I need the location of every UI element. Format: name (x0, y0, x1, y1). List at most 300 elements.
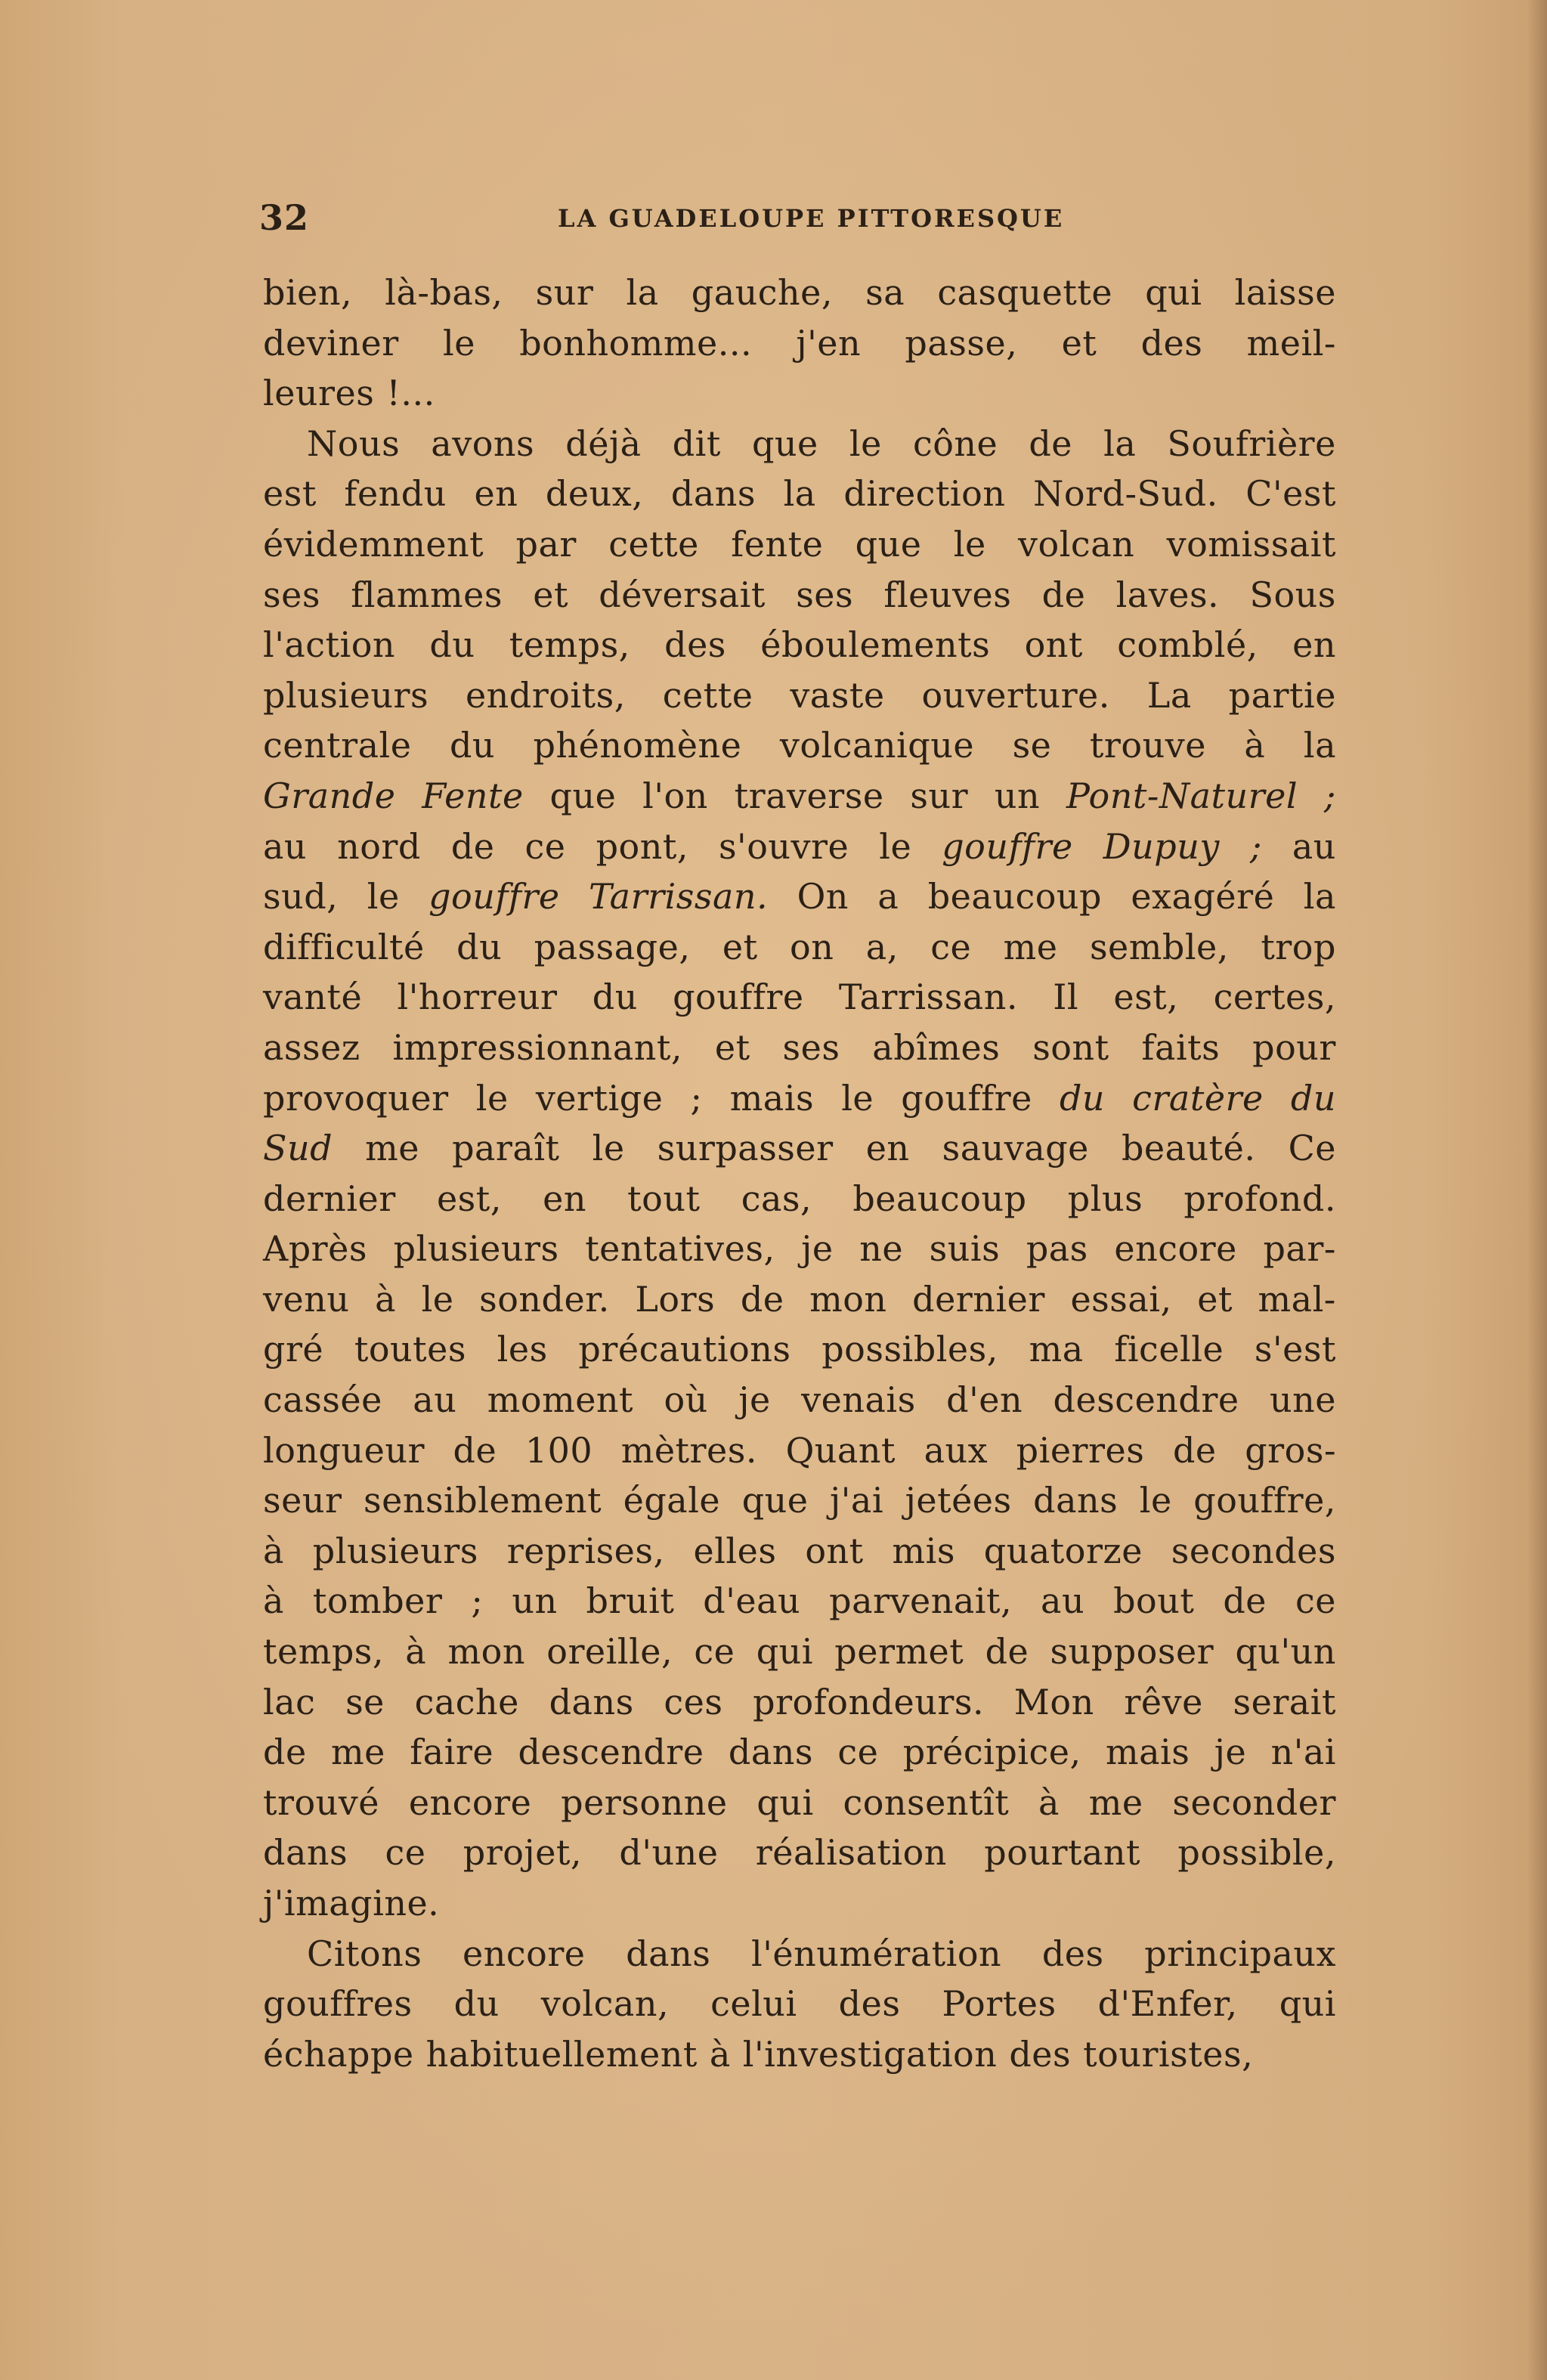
text-line (263, 1979, 1336, 2029)
word: cratère (1132, 1077, 1264, 1119)
word: vaste (790, 674, 885, 716)
word: pourtant (984, 1832, 1141, 1874)
word: précautions (578, 1329, 791, 1370)
word: est (263, 473, 317, 515)
word: se (1012, 725, 1052, 766)
word: réalisation (755, 1832, 947, 1874)
word: essai, (1070, 1278, 1172, 1320)
word: trouvé (263, 1781, 380, 1823)
word: Après (263, 1228, 367, 1270)
word: le (475, 1077, 509, 1119)
word: que (549, 775, 617, 816)
word: d'une (619, 1832, 719, 1874)
text-line (263, 1677, 1336, 1728)
word: suis (929, 1228, 1001, 1270)
word: provoquer (263, 1077, 449, 1119)
text-line (263, 469, 1336, 519)
word: reprises, (506, 1530, 665, 1571)
word: le (592, 1128, 625, 1169)
word: et (1197, 1278, 1233, 1320)
word: moment (487, 1379, 634, 1421)
word: où (664, 1379, 708, 1421)
word: avons (431, 422, 535, 464)
body-text (263, 268, 1336, 2079)
word: de (453, 1429, 497, 1471)
text-line (263, 1324, 1336, 1375)
word: touristes, (1083, 2033, 1254, 2075)
word: passe, (905, 322, 1018, 364)
word: de (450, 825, 495, 867)
text-line (263, 1123, 1336, 1174)
word: ouverture. (921, 674, 1110, 716)
text-line (263, 1878, 1336, 1929)
word: dans (728, 1732, 813, 1773)
word: plusieurs (312, 1530, 478, 1571)
word: dans (549, 1681, 634, 1722)
word: l'horreur (397, 976, 558, 1018)
word: ses (796, 574, 854, 615)
word: trouve (1089, 725, 1206, 766)
word: de (1172, 1429, 1217, 1471)
word: d'en (946, 1379, 1023, 1421)
word: consentît (843, 1781, 1010, 1823)
word: volcan (1018, 523, 1135, 565)
page-edge-shadow (1527, 0, 1547, 2380)
word: On (797, 876, 849, 918)
word: des (1009, 2033, 1072, 2075)
word: mètres. (620, 1429, 757, 1471)
word: là-bas, (385, 272, 503, 313)
word: l'investigation (742, 2033, 998, 2075)
word: le (953, 523, 986, 565)
word: mon (447, 1631, 525, 1673)
word: qu'un (1235, 1631, 1336, 1673)
word: rêve (1124, 1681, 1203, 1722)
word: sonder. (479, 1278, 610, 1320)
word: d'eau (703, 1580, 801, 1622)
word: parvenait, (829, 1580, 1013, 1622)
word: encore (463, 1933, 586, 1974)
word: gouffre (901, 1077, 1032, 1119)
word: permet (834, 1631, 964, 1673)
word: des (664, 624, 726, 666)
word: le (879, 825, 912, 867)
word: Lors (635, 1278, 716, 1320)
word: Tarrissan. (589, 876, 769, 918)
word: dans (626, 1933, 711, 1974)
word: de (1041, 574, 1086, 615)
word: à (709, 2033, 731, 2075)
word: éboulements (760, 624, 991, 666)
word: par- (1263, 1228, 1336, 1270)
text-line (263, 1274, 1336, 1325)
word: principaux (1144, 1933, 1336, 1974)
word: échappe (263, 2033, 414, 2075)
word: temps, (509, 624, 630, 666)
word: évidemment (263, 523, 484, 565)
word: vertige (535, 1077, 664, 1119)
word: pas (1026, 1228, 1088, 1270)
word: lac (263, 1681, 316, 1722)
word: déjà (565, 422, 642, 464)
text-line (263, 1727, 1336, 1778)
word: ce (385, 1832, 426, 1874)
word: nord (337, 825, 421, 867)
word: qui (756, 1631, 813, 1673)
word: que (855, 523, 922, 565)
word: pour (1252, 1026, 1336, 1068)
word: possibles, (821, 1329, 998, 1370)
word: pierres (1016, 1429, 1145, 1471)
word: du (592, 976, 638, 1018)
word: encore (408, 1781, 532, 1823)
text-line (263, 1425, 1336, 1476)
word: du (456, 926, 503, 967)
word: jetées (905, 1480, 1012, 1521)
word: un (512, 1580, 558, 1622)
word: du (449, 725, 496, 766)
word: tout (627, 1178, 701, 1219)
word: le (442, 322, 475, 364)
word: par (515, 523, 577, 565)
word: profond. (1183, 1178, 1336, 1219)
word: toutes (354, 1329, 466, 1370)
word: qui (1145, 272, 1202, 313)
word: dit (672, 422, 721, 464)
word: faits (1141, 1026, 1221, 1068)
word: sensiblement (363, 1480, 602, 1521)
word: ce (524, 825, 566, 867)
word: Tarrissan. (838, 976, 1018, 1018)
word: mal- (1258, 1278, 1336, 1320)
word: de (263, 1732, 307, 1773)
word: ce (694, 1631, 735, 1673)
word: l'on (642, 775, 708, 816)
word: du (1290, 1077, 1336, 1119)
word: gouffres (263, 1983, 413, 2025)
word: Il (1053, 976, 1079, 1018)
word: beauté. (1121, 1128, 1256, 1169)
word: fendu (344, 473, 447, 515)
word: à (263, 1580, 284, 1622)
word: supposer (1050, 1631, 1214, 1673)
word: endroits, (465, 674, 626, 716)
word: abîmes (872, 1026, 1001, 1068)
word: sud, (263, 876, 339, 918)
word: me (1088, 1781, 1143, 1823)
word: comblé, (1117, 624, 1258, 666)
word: cassée (263, 1379, 382, 1421)
word: tomber (312, 1580, 443, 1622)
word: a, (865, 926, 899, 967)
word: je (738, 1379, 771, 1421)
word: bruit (586, 1580, 675, 1622)
word: gouffre (673, 976, 804, 1018)
text-line (263, 1576, 1336, 1626)
word: j'en (796, 322, 862, 364)
word: le (841, 1077, 874, 1119)
text-line (263, 519, 1336, 570)
word: meil- (1246, 322, 1336, 364)
word: ne (859, 1228, 904, 1270)
word: partie (1228, 674, 1336, 716)
word: est, (436, 1178, 502, 1219)
word: ; (690, 1077, 703, 1119)
word: assez (263, 1026, 360, 1068)
word: en (1292, 624, 1336, 666)
word: dans (1033, 1480, 1118, 1521)
word: à (1244, 725, 1266, 766)
word: serait (1233, 1681, 1336, 1722)
word: vomissait (1166, 523, 1336, 565)
text-line (263, 1023, 1336, 1073)
word: temps, (263, 1631, 385, 1673)
word: ce (1295, 1580, 1336, 1622)
word: le (421, 1278, 454, 1320)
word: de (1029, 422, 1073, 464)
word: gouffre, (1193, 1480, 1336, 1521)
word: que (751, 422, 818, 464)
word: aux (924, 1429, 989, 1471)
word: elles (693, 1530, 777, 1571)
word: l'énumération (751, 1933, 1002, 1974)
word: on (790, 926, 834, 967)
word: surpasser (657, 1128, 834, 1169)
word: oreille, (546, 1631, 673, 1673)
text-line (263, 268, 1336, 318)
text-line (263, 419, 1336, 469)
word: à (1038, 1781, 1060, 1823)
word: personne (561, 1781, 728, 1823)
word: me (365, 1128, 419, 1169)
word: que (741, 1480, 809, 1521)
word: qui (756, 1781, 814, 1823)
word: des (838, 1983, 901, 2025)
word: mais (1105, 1732, 1190, 1773)
text-line (263, 822, 1336, 872)
word: ont (805, 1530, 864, 1571)
word: égale (623, 1480, 721, 1521)
word: Nous (307, 422, 401, 464)
word: descendre (1053, 1379, 1239, 1421)
word: mon (809, 1278, 887, 1320)
word: bien, (263, 272, 353, 313)
word: vanté (263, 976, 363, 1018)
word: ce (930, 926, 972, 967)
word: La (1146, 674, 1192, 716)
word: 100 (524, 1429, 593, 1471)
word: beaucoup (927, 876, 1102, 918)
word: ces (664, 1681, 723, 1722)
word: du (1059, 1077, 1106, 1119)
word: d'Enfer, (1097, 1983, 1238, 2025)
word: du (453, 1983, 500, 2025)
word: impressionnant, (392, 1026, 683, 1068)
word: mais (729, 1077, 815, 1119)
word: secondes (1171, 1530, 1336, 1571)
text-line (263, 1073, 1336, 1124)
word: gros- (1245, 1429, 1336, 1471)
text-line (263, 620, 1336, 670)
word: pont, (596, 825, 688, 867)
word: au (413, 1379, 457, 1421)
word: !... (386, 373, 435, 414)
word: longueur (263, 1429, 425, 1471)
page-header (259, 195, 1340, 240)
word: projet, (463, 1832, 583, 1874)
word: leures (263, 373, 375, 414)
word: ont (1024, 624, 1083, 666)
word: ma (1029, 1329, 1084, 1370)
word: ficelle (1114, 1329, 1224, 1370)
word: j'ai (830, 1480, 884, 1521)
word: Nord-Sud. (1033, 473, 1218, 515)
word: Ce (1288, 1128, 1336, 1169)
word: quatorze (983, 1530, 1143, 1571)
word: une (1270, 1379, 1336, 1421)
word: des (1041, 1933, 1104, 1974)
word: Mon (1013, 1681, 1094, 1722)
text-line (263, 1929, 1336, 1979)
word: passage, (534, 926, 691, 967)
text-line (263, 2029, 1336, 2080)
word: casquette (937, 272, 1113, 313)
text-line (263, 670, 1336, 721)
word: qui (1279, 1983, 1336, 2025)
word: fente (731, 523, 824, 565)
word: et (533, 574, 568, 615)
word: ses (782, 1026, 840, 1068)
text-line (263, 1778, 1336, 1828)
word: la (626, 272, 659, 313)
text-line (263, 1174, 1336, 1224)
word: Dupuy (1103, 825, 1220, 867)
text-line (263, 922, 1336, 973)
word: venais (801, 1379, 916, 1421)
word: en (865, 1128, 910, 1169)
word: en (474, 473, 518, 515)
word: le (367, 876, 400, 918)
word: et (722, 926, 758, 967)
word: des (1140, 322, 1203, 364)
word: certes, (1213, 976, 1336, 1018)
text-line (263, 972, 1336, 1023)
word: cas, (741, 1178, 812, 1219)
word: flammes (351, 574, 503, 615)
word: la (783, 473, 816, 515)
word: déversait (599, 574, 766, 615)
word: Fente (422, 775, 524, 816)
word: les (497, 1329, 548, 1370)
word: seur (263, 1480, 342, 1521)
word: en (543, 1178, 586, 1219)
word: sauvage (942, 1128, 1089, 1169)
word: sa (865, 272, 905, 313)
word: a (877, 876, 899, 918)
word: le (1139, 1480, 1172, 1521)
word: gouffre (429, 876, 560, 918)
word: ; (1249, 825, 1262, 867)
word: j'imagine. (263, 1883, 440, 1923)
word: tentatives, (585, 1228, 775, 1270)
word: au (1041, 1580, 1085, 1622)
word: gauche, (691, 272, 834, 313)
word: ; (471, 1580, 484, 1622)
word: laves. (1115, 574, 1220, 615)
word: dans (670, 473, 756, 515)
word: de (740, 1278, 784, 1320)
word: bout (1113, 1580, 1195, 1622)
word: celui (710, 1983, 797, 2025)
word: un (994, 775, 1041, 816)
word: deux, (545, 473, 644, 515)
word: au (1292, 825, 1336, 867)
word: bonhomme... (519, 322, 753, 364)
word: seconder (1172, 1781, 1336, 1823)
text-line (263, 1526, 1336, 1577)
word: à (405, 1631, 427, 1673)
word: possible, (1177, 1832, 1336, 1874)
word: précipice, (902, 1732, 1081, 1773)
text-line (263, 570, 1336, 621)
word: direction (843, 473, 1006, 515)
text-line (263, 771, 1336, 822)
word: dernier (263, 1178, 396, 1219)
word: sur (535, 272, 594, 313)
word: Portes (942, 1983, 1057, 2025)
page-number: 32 (259, 197, 310, 238)
word: Quant (785, 1429, 896, 1471)
word: l'action (263, 624, 396, 666)
word: cône (912, 422, 998, 464)
text-line (263, 1828, 1336, 1878)
text-line (263, 720, 1336, 771)
word: le (849, 422, 882, 464)
word: fleuves (883, 574, 1012, 615)
word: exagéré (1131, 876, 1275, 918)
text-line (263, 368, 1336, 419)
word: n'ai (1270, 1732, 1336, 1773)
word: Citons (307, 1933, 422, 1974)
word: dans (263, 1832, 348, 1874)
word: trop (1261, 926, 1336, 967)
word: me (331, 1732, 385, 1773)
word: ; (1323, 775, 1336, 816)
word: profondeurs. (753, 1681, 985, 1722)
word: dernier (912, 1278, 1045, 1320)
text-line (263, 318, 1336, 369)
word: deviner (263, 322, 399, 364)
word: phénomène (533, 725, 742, 766)
word: ses (263, 574, 320, 615)
word: la (1303, 725, 1336, 766)
word: Grande (263, 775, 396, 816)
word: de (1223, 1580, 1267, 1622)
word: plus (1067, 1178, 1143, 1219)
word: mis (892, 1530, 955, 1571)
word: descendre (518, 1732, 704, 1773)
word: volcanique (779, 725, 975, 766)
word: à (263, 1530, 284, 1571)
word: s'ouvre (718, 825, 849, 867)
word: plusieurs (263, 674, 429, 716)
word: est, (1113, 976, 1179, 1018)
word: encore (1114, 1228, 1237, 1270)
text-line (263, 1224, 1336, 1274)
word: difficulté (263, 926, 425, 967)
word: gouffre (942, 825, 1073, 867)
word: ce (837, 1732, 879, 1773)
